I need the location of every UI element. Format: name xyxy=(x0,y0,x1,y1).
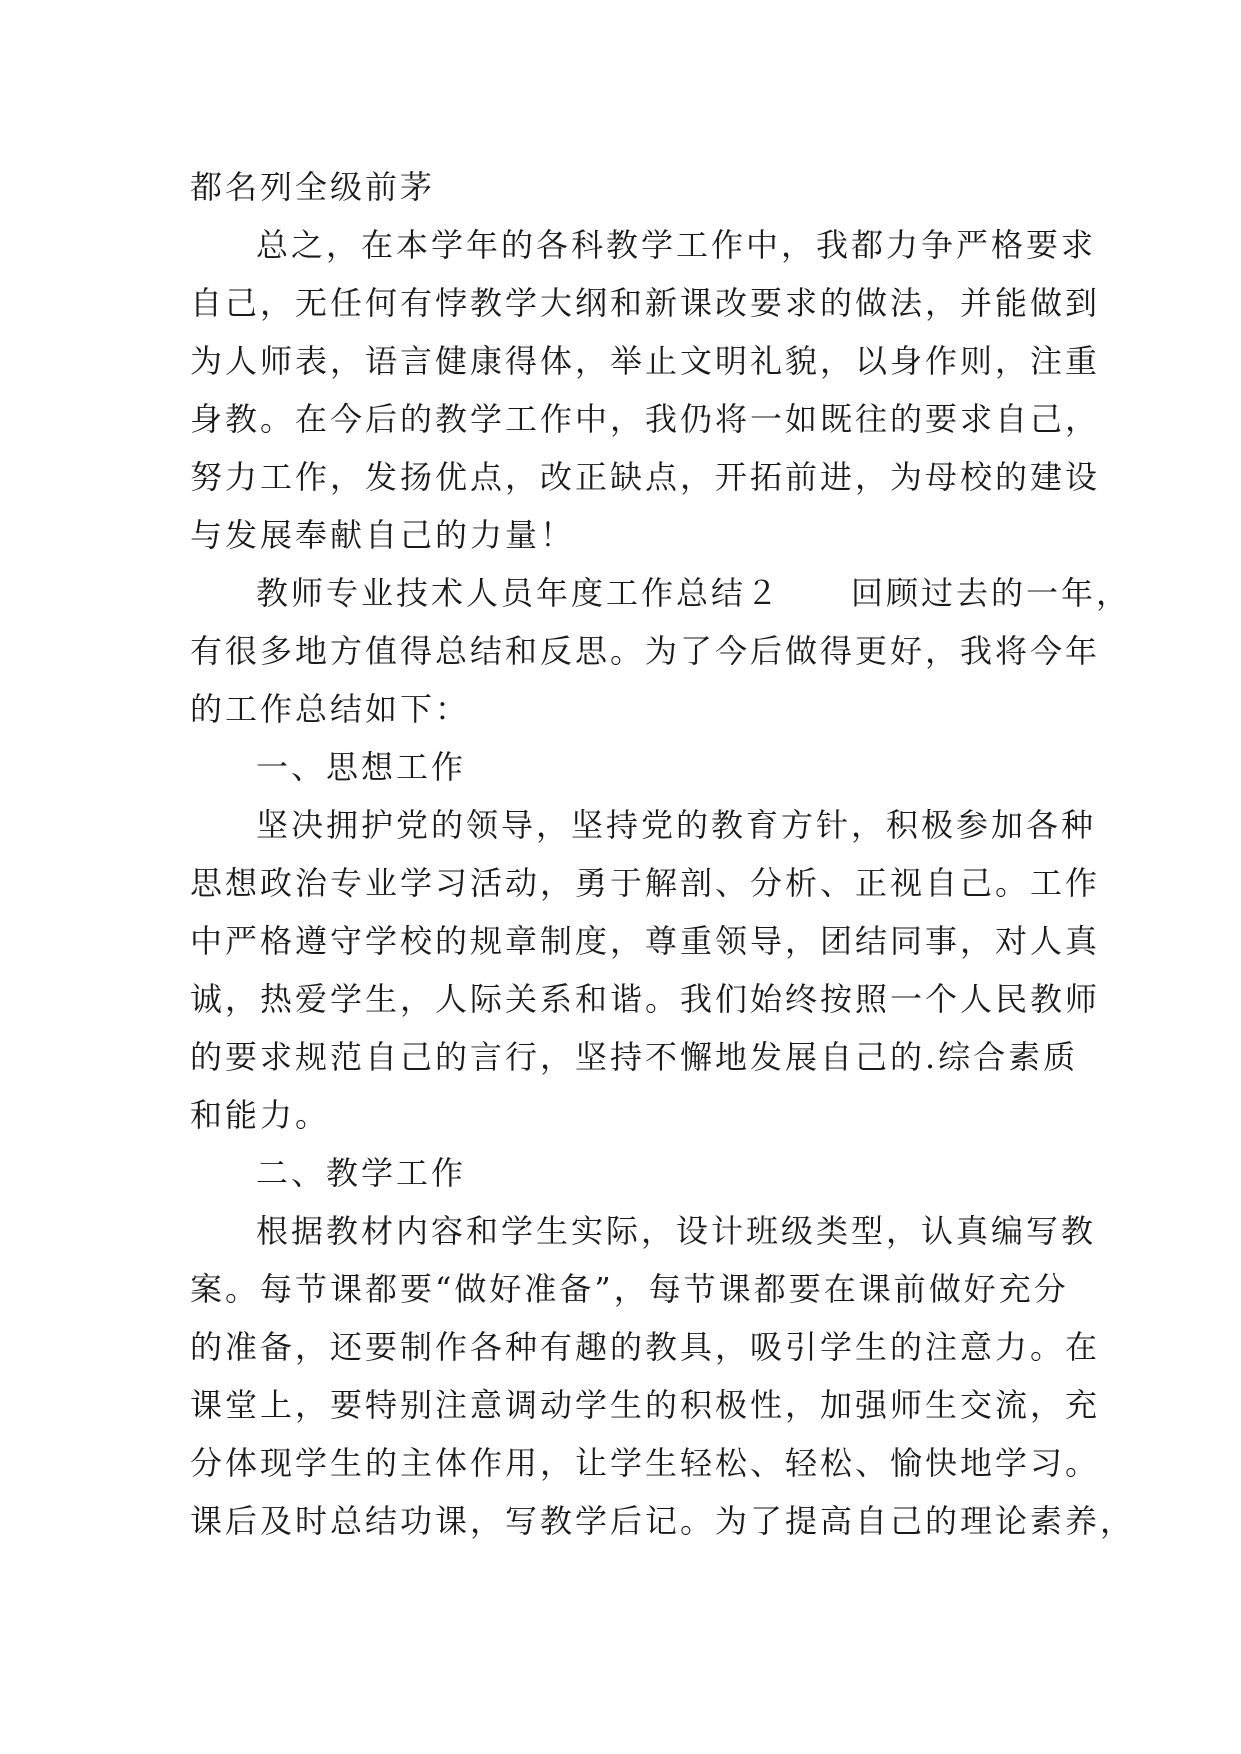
text-line: 的要求规范自己的言行，坚持不懈地发展自己的.综合素质 xyxy=(190,1038,1079,1076)
document-body xyxy=(190,158,1136,1550)
paragraph-start-line: 坚决拥护党的领导，坚持党的教育方针，积极参加各种 xyxy=(256,806,1097,844)
text-line: 和能力。 xyxy=(190,1096,331,1134)
text-line: 身教。在今后的教学工作中，我仍将一如既往的要求自己， xyxy=(190,400,1101,438)
text-line: 为人师表，语言健康得体，举止文明礼貌，以身作则，注重 xyxy=(190,342,1101,380)
text-line: 的工作总结如下： xyxy=(190,690,471,728)
section-title-line: 教师专业技术人员年度工作总结２ 回顾过去的一年， xyxy=(256,574,1132,612)
heading-thought-work: 一、思想工作 xyxy=(256,748,467,786)
text-line: 都名列全级前茅 xyxy=(190,168,436,206)
text-line: 分体现学生的主体作用，让学生轻松、轻松、愉快地学习。 xyxy=(190,1444,1101,1482)
paragraph-start-line: 总之，在本学年的各科教学工作中，我都力争严格要求 xyxy=(256,226,1097,264)
text-line: 课堂上，要特别注意调动学生的积极性，加强师生交流，充 xyxy=(190,1386,1101,1424)
text-line: 的准备，还要制作各种有趣的教具，吸引学生的注意力。在 xyxy=(190,1328,1101,1366)
text-line: 诚，热爱学生，人际关系和谐。我们始终按照一个人民教师 xyxy=(190,980,1101,1018)
heading-teaching-work: 二、教学工作 xyxy=(256,1154,467,1192)
text-line: 自己，无任何有悖教学大纲和新课改要求的做法，并能做到 xyxy=(190,284,1101,322)
text-line: 思想政治专业学习活动，勇于解剖、分析、正视自己。工作 xyxy=(190,864,1101,902)
text-line: 与发展奉献自己的力量！ xyxy=(190,516,576,554)
paragraph-start-line: 根据教材内容和学生实际，设计班级类型，认真编写教 xyxy=(256,1212,1097,1250)
text-line: 案。每节课都要“做好准备”，每节课都要在课前做好充分 xyxy=(190,1270,1069,1308)
text-line: 中严格遵守学校的规章制度，尊重领导，团结同事，对人真 xyxy=(190,922,1101,960)
text-line: 有很多地方值得总结和反思。为了今后做得更好，我将今年 xyxy=(190,632,1101,670)
text-line: 努力工作，发扬优点，改正缺点，开拓前进，为母校的建设 xyxy=(190,458,1101,496)
text-line: 课后及时总结功课，写教学后记。为了提高自己的理论素养， xyxy=(190,1502,1136,1540)
